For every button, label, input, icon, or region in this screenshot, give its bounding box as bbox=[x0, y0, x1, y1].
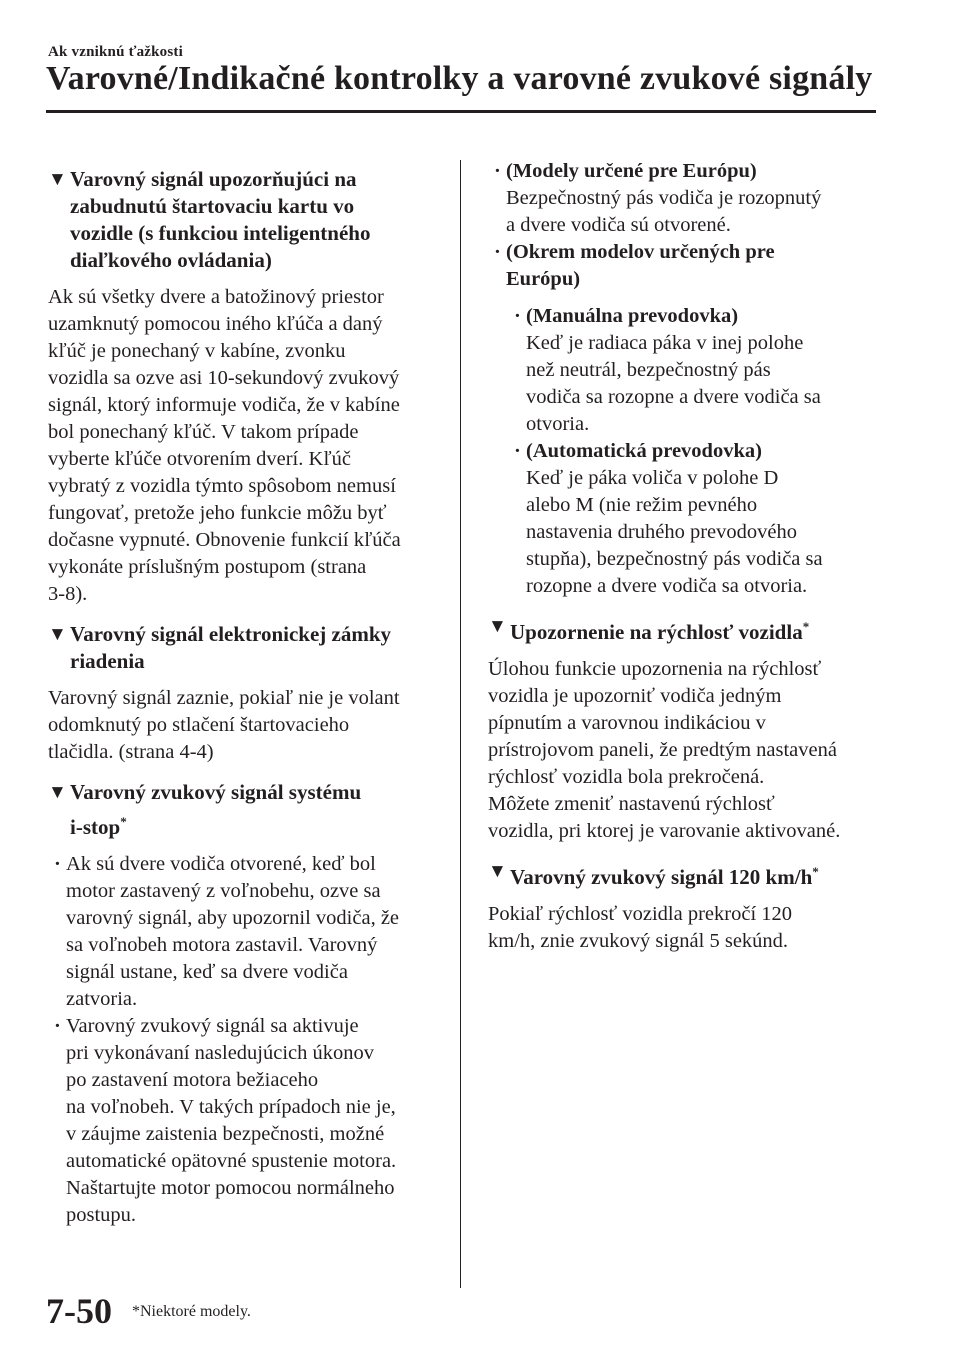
list-item: · (Okrem modelov určených pre Európu) bbox=[494, 241, 775, 290]
paragraph-120kmh: Pokiaľ rýchlosť vozidla prekročí 120 km/h, znie zvukový signál 5 sekúnd. bbox=[488, 903, 793, 952]
chapter-label: Ak vzniknú ťažkosti bbox=[48, 44, 183, 60]
section-heading-key-warning: ▼ Varovný signál upozorňujúci na zabudnutú štartovaciu kartu vo vozidle (s funkciou inteligentného diaľkového ovládania) bbox=[48, 167, 371, 272]
footnote-mark: * bbox=[802, 619, 810, 634]
paragraph-key-warning: Ak sú všetky dvere a batožinový priestor uzamknutý pomocou iného kľúča a daný kľúč je ponechaný v kabíne, zvonku vozidla sa ozve asi 10-sekundový zvukový signál, ktorý informuje vodiča, že v kabíne bol ponechaný kľúč. V takom prípade vyberte kľúče otvorením dverí. Kľúč vybratý z vozidla týmto spôsobom nemusí fungovať, pretože jeho funkcie môžu byť dočasne vypnuté. Obnovenie funkcií kľúča vykonáte príslušným postupom (strana 3-8). bbox=[48, 286, 401, 605]
footnote: *Niektoré modely. bbox=[132, 1303, 251, 1320]
list-item: · Varovný zvukový signál sa aktivuje pri vykonávaní nasledujúcich úkonov po zastavení motora bežiaceho na voľnobeh. V takých prípadoch nie je, v záujme zaistenia bezpečnosti, možné automatické opätovné spustenie motora. Naštartujte motor pomocou normálneho postupu. bbox=[54, 1015, 397, 1226]
footnote-mark: * bbox=[120, 814, 127, 829]
bullet-dot-icon: · bbox=[514, 305, 521, 327]
paragraph-steering-lock: Varovný signál zaznie, pokiaľ nie je volant odomknutý po stlačení štartovacieho tlačidla. (strana 4-4) bbox=[48, 687, 400, 763]
list-item: · (Manuálna prevodovka) Keď je radiaca páka v inej polohe než neutrál, bezpečnostný pás vodiča sa rozopne a dvere vodiča sa otvoria. bbox=[514, 305, 821, 435]
triangle-down-icon: ▼ bbox=[488, 616, 507, 637]
footnote-mark: * bbox=[812, 864, 819, 879]
triangle-down-icon: ▼ bbox=[48, 169, 67, 190]
section-heading-120kmh: ▼ Varovný zvukový signál 120 km/h* bbox=[488, 858, 888, 891]
page-title: Varovné/Indikačné kontrolky a varovné zvukové signály bbox=[46, 60, 873, 97]
column-divider bbox=[460, 160, 461, 1288]
bullet-dot-icon: · bbox=[494, 241, 501, 263]
bullet-dot-icon: · bbox=[54, 853, 61, 875]
left-column bbox=[48, 166, 443, 1229]
bullet-dot-icon: · bbox=[494, 160, 501, 182]
right-column bbox=[488, 158, 888, 968]
triangle-down-icon: ▼ bbox=[488, 861, 507, 882]
bullet-dot-icon: · bbox=[514, 440, 521, 462]
section-heading-steering-lock: ▼ Varovný signál elektronickej zámky riadenia bbox=[48, 622, 392, 673]
title-rule bbox=[46, 110, 876, 113]
triangle-down-icon: ▼ bbox=[48, 624, 67, 645]
triangle-down-icon: ▼ bbox=[48, 782, 67, 803]
paragraph-speed-alert: Úlohou funkcie upozornenia na rýchlosť vozidla je upozorniť vodiča jedným pípnutím a varovnou indikáciou v prístrojovom paneli, že predtým nastavená rýchlosť vozidla bola prekročená. Môžete zmeniť nastavenú rýchlosť vozidla, pri ktorej je varovanie aktivované. bbox=[488, 658, 841, 842]
bullet-dot-icon: · bbox=[54, 1015, 61, 1037]
section-heading-i-stop: ▼ Varovný zvukový signál systému i-stop* bbox=[48, 780, 362, 839]
page-number: 7-50 bbox=[46, 1291, 112, 1331]
list-item: · (Modely určené pre Európu) Bezpečnostný pás vodiča je rozopnutý a dvere vodiča sú otvorené. bbox=[494, 160, 822, 236]
list-item: · (Automatická prevodovka) Keď je páka voliča v polohe D alebo M (nie režim pevného nastavenia druhého prevodového stupňa), bezpečnostný pás vodiča sa rozopne a dvere vodiča sa otvoria. bbox=[514, 440, 823, 597]
list-item: · Ak sú dvere vodiča otvorené, keď bol motor zastavený z voľnobehu, ozve sa varovný signál, aby upozornil vodiča, že sa voľnobeh motora zastavil. Varovný signál ustane, keď sa dvere vodiča zatvoria. bbox=[54, 853, 400, 1010]
section-heading-speed-alert: ▼ Upozornenie na rýchlosť vozidla* bbox=[488, 613, 888, 646]
